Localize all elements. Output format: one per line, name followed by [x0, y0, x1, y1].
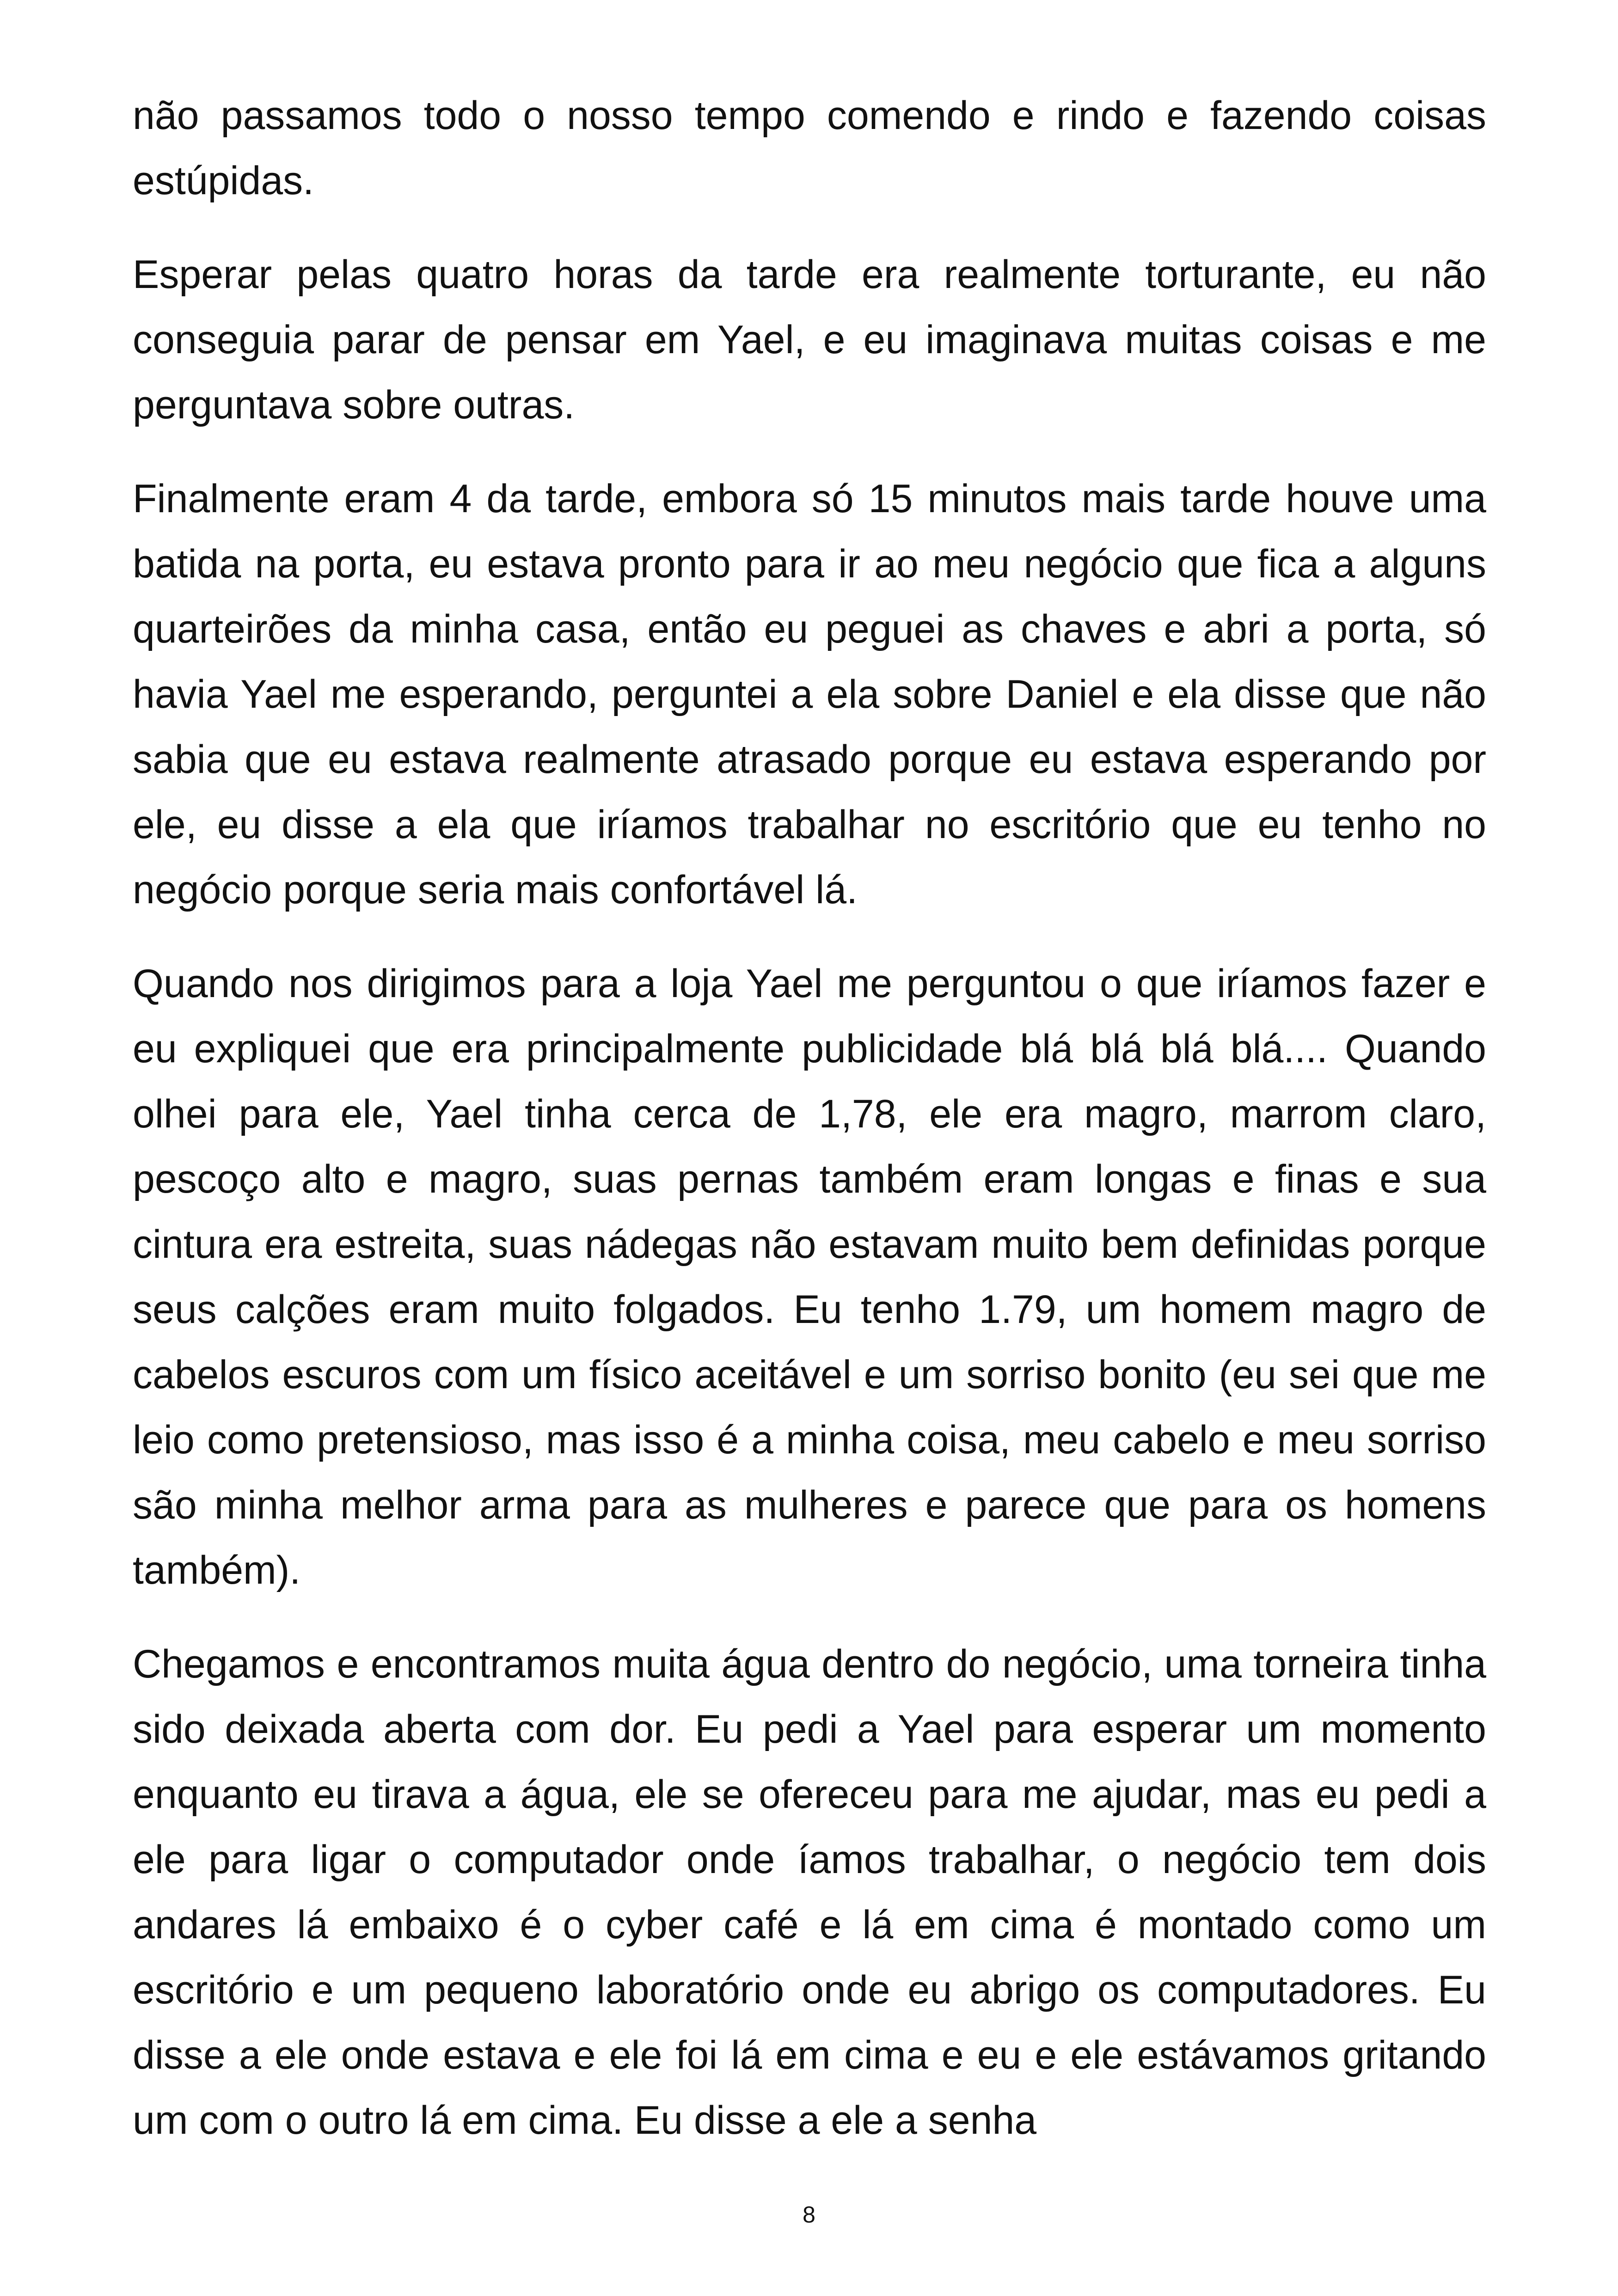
- page-number: 8: [803, 2202, 815, 2228]
- paragraph-1: não passamos todo o nosso tempo comendo e rindo e fazendo coisas estúpidas.: [133, 93, 1486, 203]
- paragraph-5: Chegamos e encontramos muita água dentro do negócio, uma torneira tinha sido deixada aberta com dor. Eu pedi a Yael para esperar um momento enquanto eu tirava a água, ele se ofereceu para me ajudar, mas eu pedi a ele para ligar o computador onde íamos trabalhar, o negócio tem dois andares lá embaixo é o cyber café e lá em cima é montado como um escritório e um pequeno laboratório onde eu abrigo os computadores. Eu disse a ele onde estava e ele foi lá em cima e eu e ele estávamos gritando um com o outro lá em cima. Eu disse a ele a senha: [133, 1642, 1486, 2143]
- paragraph-4: Quando nos dirigimos para a loja Yael me perguntou o que iríamos fazer e eu expliquei que era principalmente publicidade blá blá blá blá.... Quando olhei para ele, Yael tinha cerca de 1,78, ele era magro, marrom claro, pescoço alto e magro, suas pernas também eram longas e finas e sua cintura era estreita, suas nádegas não estavam muito bem definidas porque seus calções eram muito folgados. Eu tenho 1.79, um homem magro de cabelos escuros com um físico aceitável e um sorriso bonito (eu sei que me leio como pretensioso, mas isso é a minha coisa, meu cabelo e meu sorriso são minha melhor arma para as mulheres e parece que para os homens também).: [133, 961, 1486, 1592]
- paragraph-3: Finalmente eram 4 da tarde, embora só 15 minutos mais tarde houve uma batida na porta, eu estava pronto para ir ao meu negócio que fica a alguns quarteirões da minha casa, então eu peguei as chaves e abri a porta, só havia Yael me esperando, perguntei a ela sobre Daniel e ela disse que não sabia que eu estava realmente atrasado porque eu estava esperando por ele, eu disse a ela que iríamos trabalhar no escritório que eu tenho no negócio porque seria mais confortável lá.: [133, 477, 1486, 912]
- paragraph-2: Esperar pelas quatro horas da tarde era realmente torturante, eu não conseguia parar de pensar em Yael, e eu imaginava muitas coisas e me perguntava sobre outras.: [133, 252, 1486, 427]
- body-text: [133, 83, 1486, 2182]
